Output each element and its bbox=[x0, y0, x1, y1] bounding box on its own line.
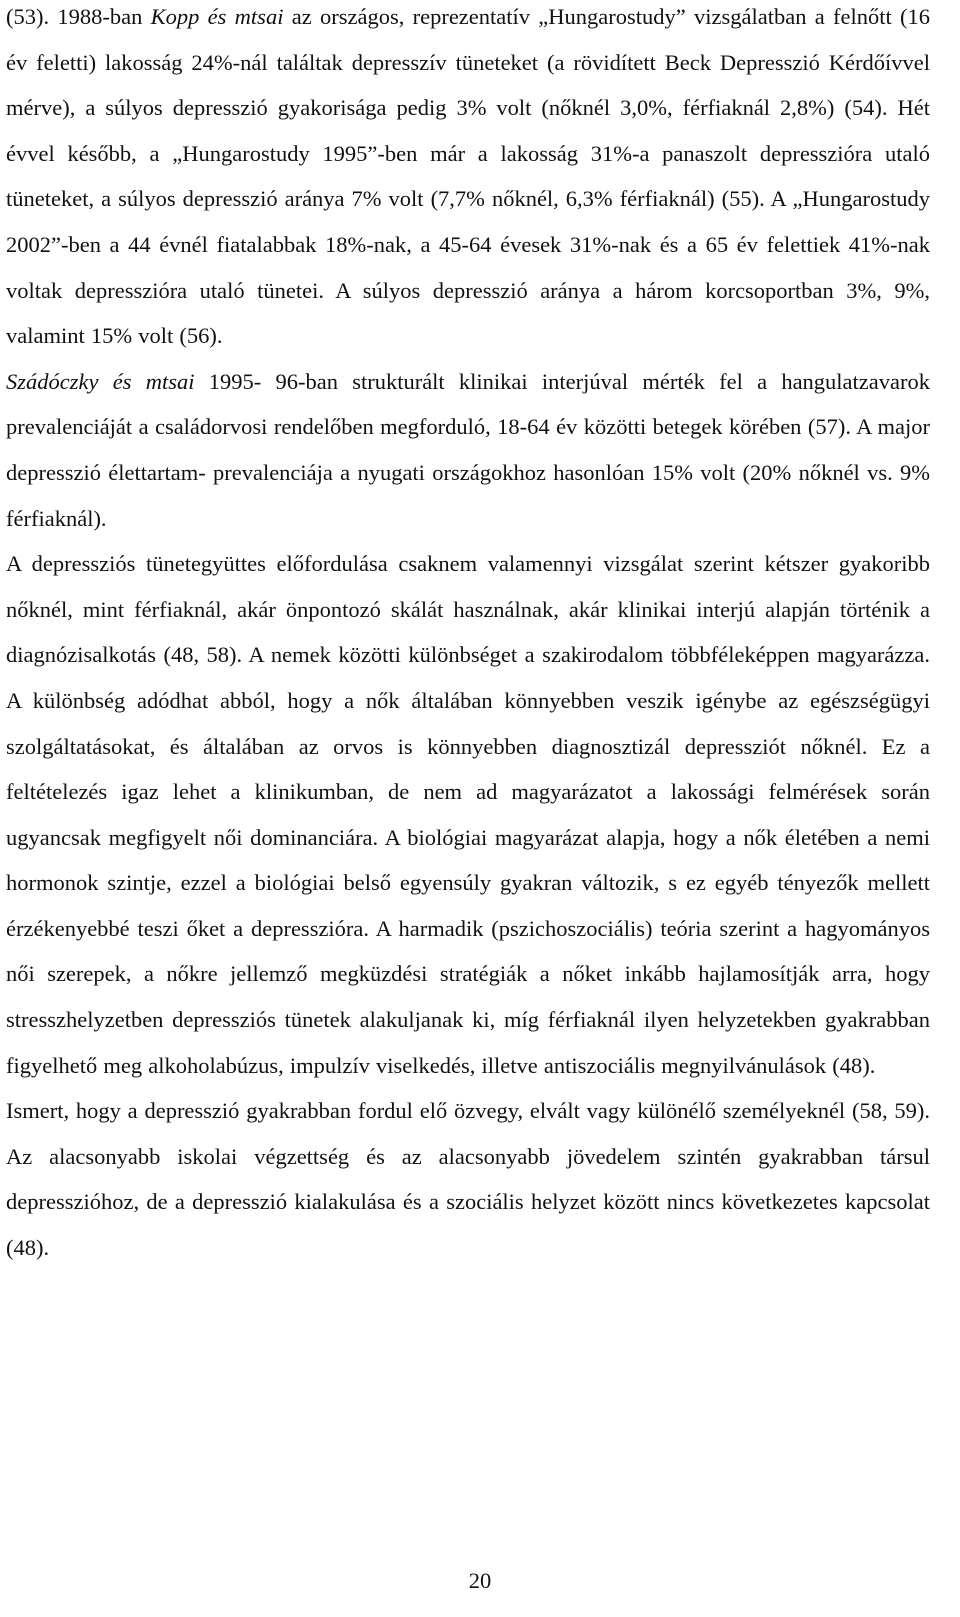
paragraph-prevalence-hungarostudy bbox=[6, 0, 930, 359]
paragraph-text: Ismert, hogy a depresszió gyakrabban fordul elő özvegy, elvált vagy különélő személyeknél (58, 59). Az alacsonyabb iskolai végzettség és az alacsonyabb jövedelem szintén gyakrabban társul depresszióhoz, de a depresszió kialakulása és a szociális helyzet között nincs következetes kapcsolat (48). bbox=[6, 1098, 930, 1261]
page-number: 20 bbox=[468, 1568, 492, 1593]
paragraph-text: (53). 1988-ban bbox=[6, 4, 151, 29]
paragraph-social-factors bbox=[6, 1088, 930, 1270]
paragraph-text: A depressziós tünetegyüttes előfordulása csaknem valamennyi vizsgálat szerint kétszer gyakoribb nőknél, mint férfiaknál, akár önpontozó skálát használnak, akár klinikai interjú alapján történik a diagnózisalkotás (48, 58). A nemek közötti különbséget a szakirodalom többféleképpen magyarázza. A különbség adódhat abból, hogy a nők általában könnyebben veszik igénybe az egészségügyi szolgáltatásokat, és általában az orvos is könnyebben diagnosztizál depressziót nőknél. Ez a feltételezés igaz lehet a klinikumban, de nem ad magyarázatot a lakossági felmérések során ugyancsak megfigyelt női dominanciára. A biológiai magyarázat alapja, hogy a nők életében a nemi hormonok szintje, ezzel a biológiai belső egyensúly gyakran változik, s ez egyéb tényezők mellett érzékenyebbé teszi őket a depresszióra. A harmadik (pszichoszociális) teória szerint a hagyományos női szerepek, a nőkre jellemző megküzdési stratégiák a nőket inkább hajlamosítják arra, hogy stresszhelyzetben depressziós tünetek alakuljanak ki, míg férfiaknál ilyen helyzetekben gyakrabban figyelhető meg alkoholabúzus, impulzív viselkedés, illetve antiszociális megnyilvánulások (48). bbox=[6, 551, 930, 1078]
paragraph-szadoczky-study bbox=[6, 359, 930, 541]
author-citation: Szádóczky és mtsai bbox=[6, 368, 195, 394]
paragraph-text: az országos, reprezentatív „Hungarostudy” vizsgálatban a felnőtt (16 év feletti) lakosság 24%-nál találtak depresszív tüneteket (a rövidített Beck Depresszió Kérdőívvel mérve), a súlyos depresszió gyakorisága pedig 3% volt (nőknél 3,0%, férfiaknál 2,8%) (54). Hét évvel később, a „Hungarostudy 1995”-ben már a lakosság 31%-a panaszolt depresszióra utaló tüneteket, a súlyos depresszió aránya 7% volt (7,7% nőknél, 6,3% férfiaknál) (55). A „Hungarostudy 2002”-ben a 44 évnél fiatalabbak 18%-nak, a 45-64 évesek 31%-nak és a 65 év felettiek 41%-nak voltak depresszióra utaló tünetei. A súlyos depresszió aránya a három korcsoportban 3%, 9%, valamint 15% volt (56). bbox=[6, 4, 931, 349]
paragraph-gender-differences bbox=[6, 541, 930, 1088]
document-page bbox=[6, 0, 930, 1271]
paragraph-text: 1995- 96-ban strukturált klinikai interjúval mérték fel a hangulatzavarok prevalenciáját a családorvosi rendelőben megforduló, 18-64 év közötti betegek körében (57). A major depresszió élettartam- prevalenciája a nyugati országokhoz hasonlóan 15% volt (20% nőknél vs. 9% férfiaknál). bbox=[6, 368, 931, 531]
author-citation: Kopp és mtsai bbox=[150, 4, 284, 29]
